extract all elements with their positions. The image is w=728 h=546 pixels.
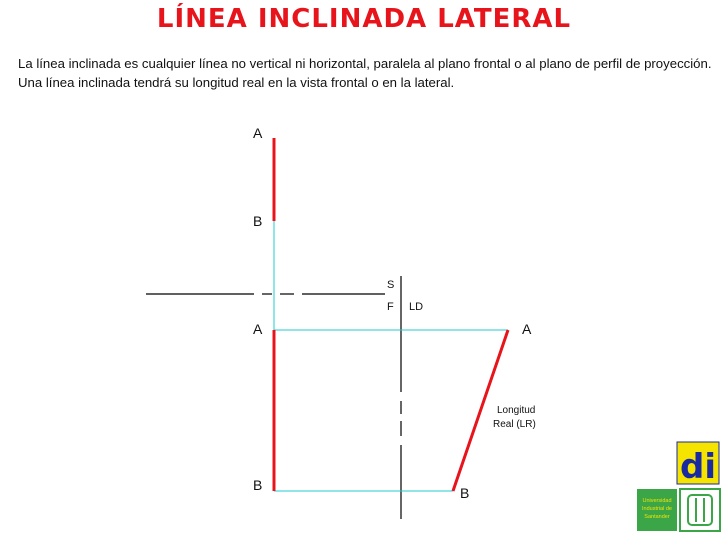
label-front-b: B: [253, 477, 263, 493]
svg-text:Santander: Santander: [644, 514, 670, 520]
label-top-b: B: [253, 213, 263, 229]
svg-text:Industrial de: Industrial de: [642, 506, 672, 512]
true-length-line1: Longitud: [497, 405, 536, 416]
true-length-line2: Real (LR): [493, 419, 536, 430]
label-top-a: A: [253, 125, 263, 141]
label-side-a: A: [522, 321, 532, 337]
label-front-a: A: [253, 321, 263, 337]
svg-text:Universidad: Universidad: [642, 498, 672, 504]
description-text: La línea inclinada es cualquier línea no vertical ni horizontal, paralela al plano frontal o al plano de perfil de proyección. Una línea inclinada tendrá su longitud real en la vista frontal o en la lateral.: [18, 56, 712, 90]
label-plane-f: F: [387, 301, 394, 313]
di-logo: [677, 442, 719, 487]
svg-text:di: di: [680, 447, 716, 487]
label-plane-s: S: [387, 279, 395, 291]
university-logo: [637, 489, 677, 531]
page-title: LÍNEA INCLINADA LATERAL: [156, 4, 572, 34]
university-shield-icon: [680, 489, 720, 531]
label-side-b: B: [460, 485, 470, 501]
label-plane-ld: LD: [409, 301, 424, 313]
